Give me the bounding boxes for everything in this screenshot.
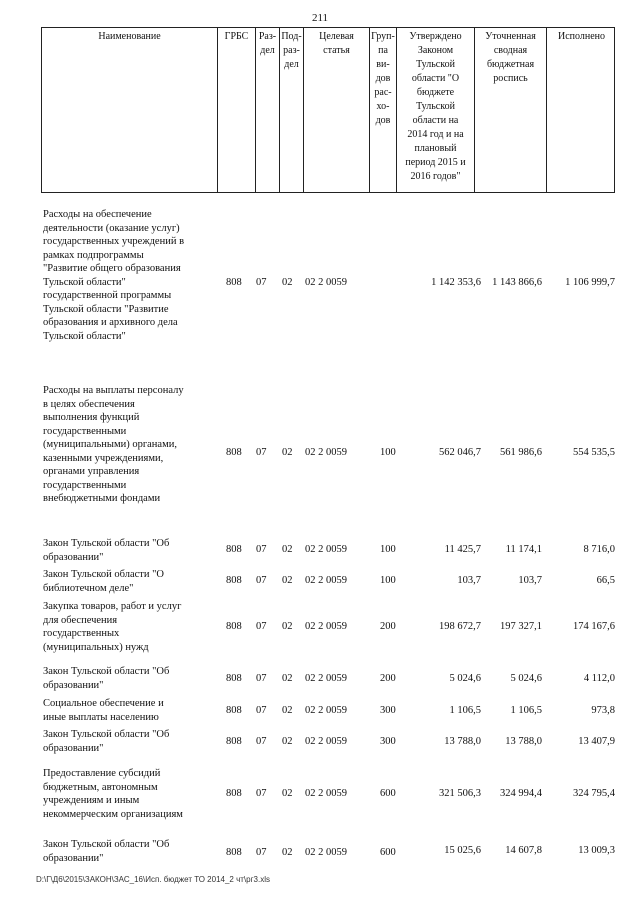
row-executed: 554 535,5 bbox=[573, 447, 615, 458]
row-target: 02 2 0059 bbox=[305, 544, 347, 555]
row-refined: 103,7 bbox=[518, 575, 542, 586]
row-grbs: 808 bbox=[226, 788, 242, 799]
row-approved: 15 025,6 bbox=[444, 845, 481, 856]
row-razdel: 07 bbox=[256, 447, 267, 458]
row-razdel: 07 bbox=[256, 544, 267, 555]
row-grbs: 808 bbox=[226, 736, 242, 747]
row-podrazdel: 02 bbox=[282, 736, 293, 747]
row-name: Закон Тульской области "О библиотечном деле" bbox=[43, 569, 165, 594]
row-name: Предоставление субсидий бюджетным, автономным учреждениям и иным некоммерческим организациям bbox=[43, 768, 183, 820]
page-number: 211 bbox=[311, 12, 329, 24]
row-executed: 66,5 bbox=[596, 575, 615, 586]
row-razdel: 07 bbox=[256, 788, 267, 799]
row-vid: 200 bbox=[380, 621, 396, 632]
row-razdel: 07 bbox=[256, 575, 267, 586]
row-approved: 198 672,7 bbox=[439, 621, 481, 632]
row-approved: 1 142 353,6 bbox=[431, 277, 481, 288]
row-executed: 8 716,0 bbox=[583, 544, 615, 555]
file-path-footer: D:\Г\Д6\2015\ЗАКОН\ЗАС_16\Исп. бюджет ТО 2014_2 чт\рг3.xls bbox=[36, 875, 270, 884]
row-podrazdel: 02 bbox=[282, 544, 293, 555]
row-approved: 321 506,3 bbox=[439, 788, 481, 799]
row-refined: 13 788,0 bbox=[505, 736, 542, 747]
row-approved: 562 046,7 bbox=[439, 447, 481, 458]
row-name: Социальное обеспечение и иные выплаты населению bbox=[43, 698, 164, 723]
row-razdel: 07 bbox=[256, 736, 267, 747]
row-vid: 300 bbox=[380, 736, 396, 747]
row-name: Расходы на выплаты персоналу в целях обеспечения выполнения функций государственными (муниципальными) органами, казенными учреждениями, органами управления государственными внебюджетными фондами bbox=[43, 385, 184, 504]
header-refined-budget: Уточненная сводная бюджетная роспись bbox=[474, 28, 546, 192]
row-approved: 5 024,6 bbox=[449, 673, 481, 684]
row-approved: 13 788,0 bbox=[444, 736, 481, 747]
row-target: 02 2 0059 bbox=[305, 736, 347, 747]
row-podrazdel: 02 bbox=[282, 705, 293, 716]
row-vid: 100 bbox=[380, 575, 396, 586]
row-name: Закон Тульской области "Об образовании" bbox=[43, 729, 170, 754]
row-refined: 14 607,8 bbox=[505, 845, 542, 856]
row-executed: 174 167,6 bbox=[573, 621, 615, 632]
table-header bbox=[41, 27, 615, 193]
row-podrazdel: 02 bbox=[282, 673, 293, 684]
row-target: 02 2 0059 bbox=[305, 447, 347, 458]
row-refined: 561 986,6 bbox=[500, 447, 542, 458]
row-target: 02 2 0059 bbox=[305, 673, 347, 684]
row-refined: 197 327,1 bbox=[500, 621, 542, 632]
row-executed: 4 112,0 bbox=[583, 673, 615, 684]
row-refined: 1 143 866,6 bbox=[492, 277, 542, 288]
row-razdel: 07 bbox=[256, 673, 267, 684]
header-razdel: Раз- дел bbox=[255, 28, 279, 192]
row-executed: 13 009,3 bbox=[578, 845, 615, 856]
row-grbs: 808 bbox=[226, 705, 242, 716]
row-razdel: 07 bbox=[256, 847, 267, 858]
row-vid: 100 bbox=[380, 447, 396, 458]
row-target: 02 2 0059 bbox=[305, 705, 347, 716]
header-expense-type: Груп- па ви- дов рас- хо- дов bbox=[369, 28, 396, 192]
row-name: Закупка товаров, работ и услуг для обеспечения государственных (муниципальных) нужд bbox=[43, 601, 182, 653]
row-target: 02 2 0059 bbox=[305, 621, 347, 632]
row-target: 02 2 0059 bbox=[305, 788, 347, 799]
row-name: Закон Тульской области "Об образовании" bbox=[43, 538, 170, 563]
header-approved: Утверждено Законом Тульской области "О бюджете Тульской области на 2014 год и на плановый период 2015 и 2016 годов" bbox=[396, 28, 474, 192]
header-executed: Исполнено bbox=[546, 28, 616, 192]
row-podrazdel: 02 bbox=[282, 277, 293, 288]
row-grbs: 808 bbox=[226, 447, 242, 458]
row-podrazdel: 02 bbox=[282, 447, 293, 458]
row-grbs: 808 bbox=[226, 673, 242, 684]
row-approved: 11 425,7 bbox=[444, 544, 481, 555]
row-refined: 5 024,6 bbox=[510, 673, 542, 684]
row-refined: 1 106,5 bbox=[510, 705, 542, 716]
row-refined: 11 174,1 bbox=[505, 544, 542, 555]
row-podrazdel: 02 bbox=[282, 621, 293, 632]
header-podrazdel: Под- раз- дел bbox=[279, 28, 303, 192]
row-approved: 1 106,5 bbox=[449, 705, 481, 716]
row-grbs: 808 bbox=[226, 544, 242, 555]
row-vid: 100 bbox=[380, 544, 396, 555]
row-razdel: 07 bbox=[256, 277, 267, 288]
row-grbs: 808 bbox=[226, 575, 242, 586]
row-grbs: 808 bbox=[226, 621, 242, 632]
row-vid: 200 bbox=[380, 673, 396, 684]
row-executed: 13 407,9 bbox=[578, 736, 615, 747]
row-target: 02 2 0059 bbox=[305, 277, 347, 288]
row-podrazdel: 02 bbox=[282, 575, 293, 586]
row-approved: 103,7 bbox=[457, 575, 481, 586]
row-grbs: 808 bbox=[226, 277, 242, 288]
header-target-article: Целевая статья bbox=[303, 28, 369, 192]
row-executed: 324 795,4 bbox=[573, 788, 615, 799]
row-podrazdel: 02 bbox=[282, 847, 293, 858]
row-vid: 600 bbox=[380, 788, 396, 799]
header-grbs: ГРБС bbox=[217, 28, 255, 192]
row-name: Расходы на обеспечение деятельности (оказание услуг) государственных учреждений в рамках подпрограммы "Развитие общего образования Тульской области" государственной программы Тульской области "Развитие образования и архивного дела Тульской области" bbox=[43, 209, 185, 342]
row-razdel: 07 bbox=[256, 705, 267, 716]
header-name: Наименование bbox=[98, 31, 161, 42]
row-vid: 600 bbox=[380, 847, 396, 858]
row-executed: 1 106 999,7 bbox=[565, 277, 615, 288]
row-grbs: 808 bbox=[226, 847, 242, 858]
row-name: Закон Тульской области "Об образовании" bbox=[43, 839, 170, 864]
row-executed: 973,8 bbox=[591, 705, 615, 716]
row-refined: 324 994,4 bbox=[500, 788, 542, 799]
row-name: Закон Тульской области "Об образовании" bbox=[43, 666, 170, 691]
row-razdel: 07 bbox=[256, 621, 267, 632]
row-podrazdel: 02 bbox=[282, 788, 293, 799]
row-vid: 300 bbox=[380, 705, 396, 716]
row-target: 02 2 0059 bbox=[305, 847, 347, 858]
row-target: 02 2 0059 bbox=[305, 575, 347, 586]
